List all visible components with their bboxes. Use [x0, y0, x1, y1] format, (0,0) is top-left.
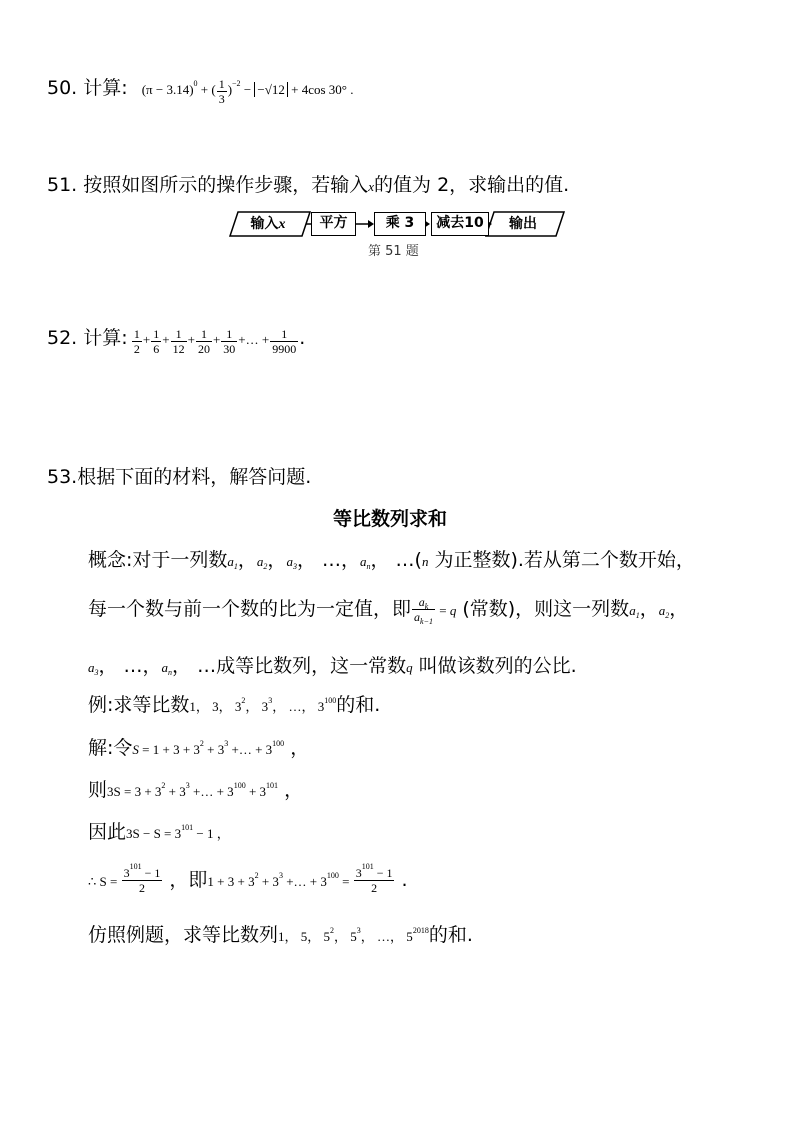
material-title: 等比数列求和	[333, 508, 448, 530]
example-line: 例:求等比数1， 3， $3^2$， $3^3$， …， $3^{100}$的和.	[88, 694, 381, 716]
q52-expression: $\frac{1}{2}$ + $\frac{1}{6}$ + $\frac{1}{12}$ + $\frac{1}{20}$ + $\frac{1}{30}$ +… + $\frac{1}{9900}$	[133, 326, 297, 356]
concept-line-3: $a_3$， …，$a_n$， …成等比数列，这一常数q 叫做该数列的公比.	[88, 655, 577, 677]
solution-line-3: 因此$3S - S = 3^{101} - 1$ ，	[88, 821, 230, 843]
concept-line-1: 概念:对于一列数$a_1$，$a_2$，$a_3$， …，$a_n$， …(n 为正整数).若从第二个数开始，	[88, 549, 695, 571]
flow-step-output: 输出	[509, 216, 537, 232]
q50-label: 50. 计算:	[47, 77, 128, 99]
flow-step-multiply: 乘 3	[374, 212, 426, 236]
question-50	[47, 76, 353, 106]
flow-step-subtract: 减去10	[431, 212, 489, 236]
flow-step-input: 输入x	[250, 216, 286, 232]
task-line: 仿照例题，求等比数列1， 5， $5^2$， $5^3$， …， $5^{2018}$的和.	[88, 924, 473, 946]
solution-line-1: 解:令$S = 1 + 3 + 3^2 + 3^3$ +… + $3^{100}$ ，	[88, 737, 310, 759]
figure-caption: 第 51 题	[368, 244, 419, 259]
flow-step-square: 平方	[311, 212, 356, 236]
concept-line-2: 每一个数与前一个数的比为一定值，即 $\frac{a_k}{a_{k-1}}$ = q (常数)，则这一列数$a_1$，$a_2$，	[88, 595, 689, 626]
q50-expression: $(\pi - 3.14)^0$ + ( $\frac{1}{3}$ )$^{-2}$ − −√12 + 4cos 30° .	[141, 76, 354, 106]
solution-line-4: ∴ S = $\frac{3^{101} - 1}{2}$ ，即$1 + 3 + 3^2 + 3^3$ +… + $3^{100}$ = $\frac{3^{101} - 1}{2}$ .	[88, 862, 408, 895]
question-52: 52. 计算: $\frac{1}{2}$ + $\frac{1}{6}$ + $\frac{1}{12}$ + $\frac{1}{20}$ + $\frac{1}{30}$ +… + $\frac{1}{9900}$ .	[47, 326, 306, 356]
question-51: 51. 按照如图所示的操作步骤，若输入x的值为 2，求输出的值.	[47, 174, 570, 196]
question-53: 53.根据下面的材料，解答问题.	[47, 466, 312, 488]
solution-line-2: 则$3S = 3 + 3^2 + 3^3$ +… + $3^{100} + 3^{101}$ ，	[88, 779, 304, 801]
